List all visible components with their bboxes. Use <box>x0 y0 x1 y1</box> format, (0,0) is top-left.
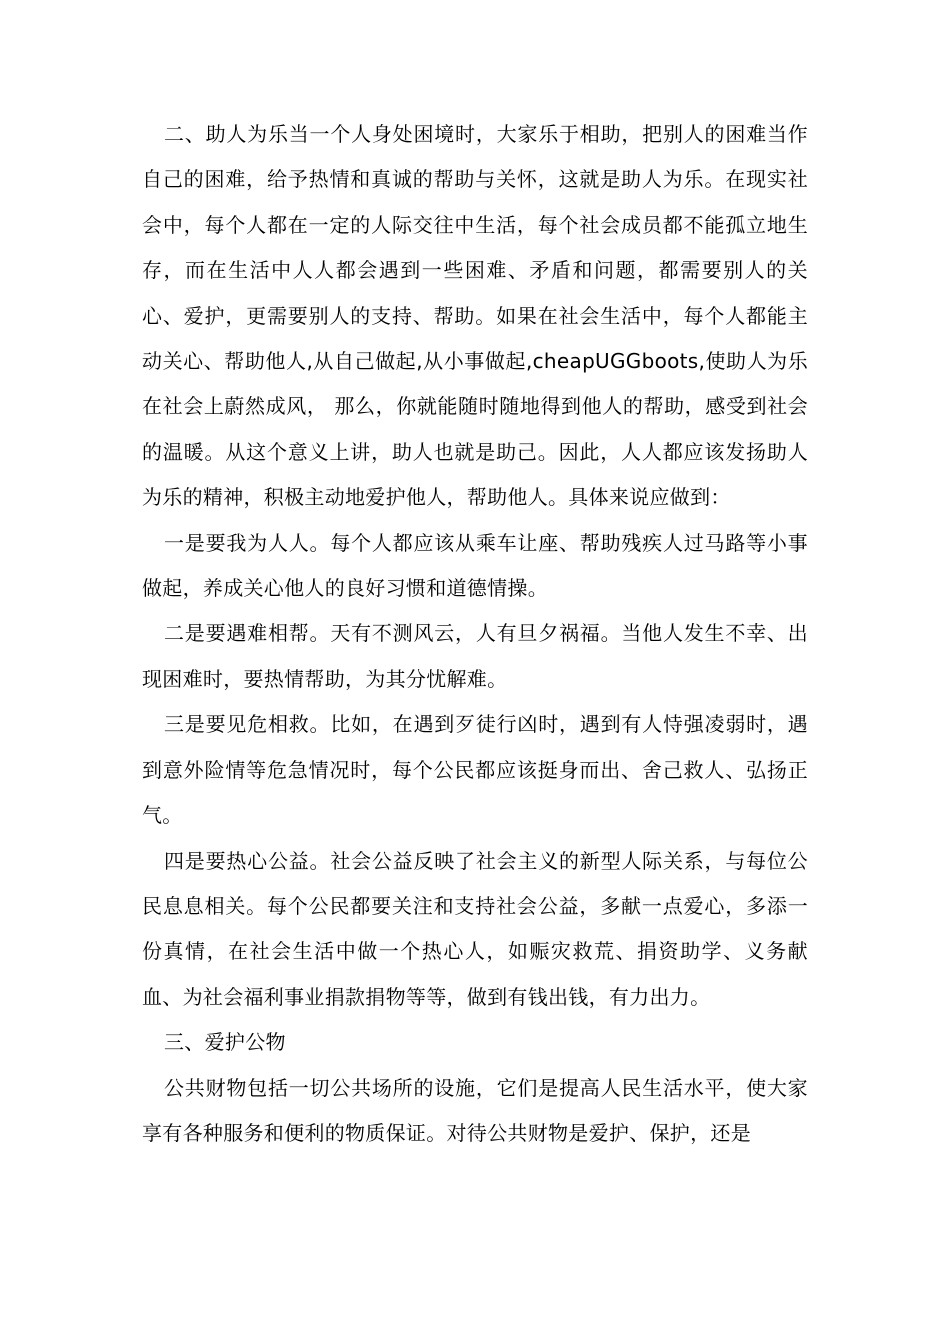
paragraph-point-four: 四是要热心公益。社会公益反映了社会主义的新型人际关系，与每位公民息息相关。每个公民都要关注和支持社会公益，多献一点爱心，多添一份真情，在社会生活中做一个热心人，如赈灾救荒、捐资助学、义务献血、为社会福利事业捐款捐物等等，做到有钱出钱，有力出力。 <box>142 848 808 1009</box>
paragraph-helping-others: 二、助人为乐当一个人身处困境时，大家乐于相助，把别人的困难当作自己的困难，给予热情和真诚的帮助与关怀，这就是助人为乐。在现实社会中，每个人都在一定的人际交往中生活，每个社会成员都不能孤立地生存，而在生活中人人都会遇到一些困难、矛盾和问题，都需要别人的关心、爱护，更需要别人的支持、帮助。如果在社会生活中，每个人都能主动关心、帮助他人,从自己做起,从小事做起,cheapUGGboots,使助人为乐在社会上蔚然成风， 那么，你就能随时随地得到他人的帮助，感受到社会的温暖。从这个意义上讲，助人也就是助己。因此，人人都应该发扬助人为乐的精神，积极主动地爱护他人，帮助他人。具体来说应做到： <box>142 122 808 510</box>
paragraph-point-three: 三是要见危相救。比如，在遇到歹徒行凶时，遇到有人恃强凌弱时，遇到意外险情等危急情况时，每个公民都应该挺身而出、舍己救人、弘扬正气。 <box>142 712 808 828</box>
document-body <box>142 112 808 1156</box>
paragraph-point-two: 二是要遇难相帮。天有不测风云，人有旦夕祸福。当他人发生不幸、出现困难时，要热情帮助，为其分忧解难。 <box>142 621 808 691</box>
paragraph-point-one: 一是要我为人人。每个人都应该从乘车让座、帮助残疾人过马路等小事做起，养成关心他人的良好习惯和道德情操。 <box>142 530 808 601</box>
section-heading: 三、爱护公物 <box>164 1030 286 1055</box>
paragraph-public-property: 公共财物包括一切公共场所的设施，它们是提高人民生活水平，使大家享有各种服务和便利的物质保证。对待公共财物是爱护、保护，还是 <box>142 1075 808 1145</box>
